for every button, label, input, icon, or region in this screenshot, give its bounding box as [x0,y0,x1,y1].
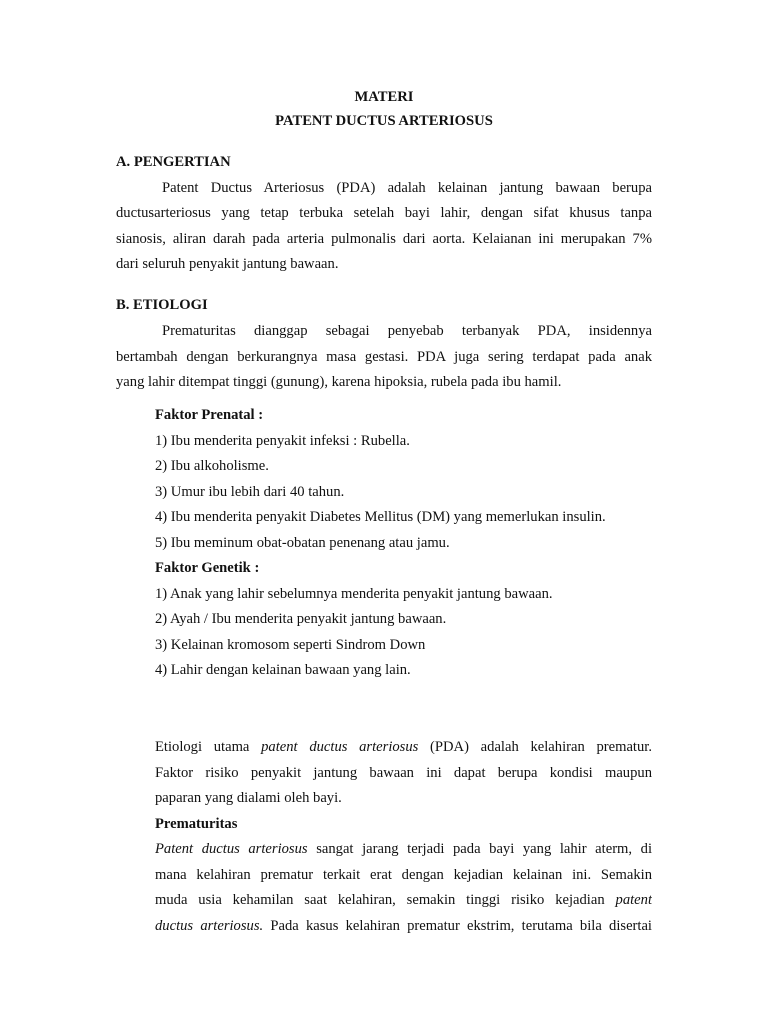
prematuritas-line-1 [155,842,652,857]
genetic-heading: Faktor Genetik : [155,560,260,576]
prenatal-heading: Faktor Prenatal : [155,407,264,423]
prematuritas-text-4: Pada kasus kelahiran prematur ekstrim, terutama bila disertai [270,919,652,934]
prenatal-item-3: 3) Umur ibu lebih dari 40 tahun. [155,484,345,500]
section-b-heading: B. ETIOLOGI [116,297,208,313]
etiology-para-line-2: Faktor risiko penyakit jantung bawaan ini dapat berupa kondisi maupun [155,766,652,781]
prematuritas-line-3 [155,893,652,908]
document-title: MATERI [354,89,414,105]
section-a-line-4: dari seluruh penyakit jantung bawaan. [116,256,339,272]
prematuritas-text-1: sangat jarang terjadi pada bayi yang lahir aterm, di [316,842,652,857]
prematuritas-term-4: ductus arteriosus. [155,919,264,934]
genetic-item-4: 4) Lahir dengan kelainan bawaan yang lain. [155,662,411,678]
prematuritas-term-1: Patent ductus arteriosus [155,842,308,857]
prenatal-item-4: 4) Ibu menderita penyakit Diabetes Mellitus (DM) yang memerlukan insulin. [155,509,606,525]
section-b-line-3: yang lahir ditempat tinggi (gunung), karena hipoksia, rubela pada ibu hamil. [116,374,562,390]
section-a-line-2: ductusarteriosus yang tetap terbuka setelah bayi lahir, dengan sifat khusus tanpa [116,206,652,221]
section-a-line-1: Patent Ductus Arteriosus (PDA) adalah kelainan jantung bawaan berupa [162,181,652,196]
prenatal-item-2: 2) Ibu alkoholisme. [155,458,269,474]
genetic-item-1: 1) Anak yang lahir sebelumnya menderita penyakit jantung bawaan. [155,586,553,602]
prematuritas-line-4 [155,919,652,934]
section-a-line-3: sianosis, aliran darah pada arteria pulmonalis dari aorta. Kelaianan ini merupakan 7% [116,232,652,247]
etiology-para-line-1 [155,740,652,755]
prenatal-item-1: 1) Ibu menderita penyakit infeksi : Rubella. [155,433,410,449]
prematuritas-text-3: muda usia kehamilan saat kelahiran, semakin tinggi risiko kejadian [155,893,605,908]
etiology-para-text-a: Etiologi utama [155,740,250,755]
genetic-item-2: 2) Ayah / Ibu menderita penyakit jantung bawaan. [155,611,447,627]
genetic-item-3: 3) Kelainan kromosom seperti Sindrom Down [155,637,426,653]
prenatal-item-5: 5) Ibu meminum obat-obatan penenang atau jamu. [155,535,450,551]
etiology-para-term: patent ductus arteriosus [261,740,419,755]
etiology-para-text-b: (PDA) adalah kelahiran prematur. [430,740,652,755]
prematuritas-heading: Prematuritas [155,816,238,832]
etiology-para-line-3: paparan yang dialami oleh bayi. [155,790,342,806]
section-b-line-1: Prematuritas dianggap sebagai penyebab terbanyak PDA, insidennya [162,324,652,339]
section-a-heading: A. PENGERTIAN [116,154,231,170]
prematuritas-line-2: mana kelahiran prematur terkait erat dengan kejadian kelainan ini. Semakin [155,868,652,883]
section-b-line-2: bertambah dengan berkurangnya masa gestasi. PDA juga sering terdapat pada anak [116,350,652,365]
document-subtitle: PATENT DUCTUS ARTERIOSUS [275,113,493,129]
prematuritas-term-3: patent [615,893,652,908]
